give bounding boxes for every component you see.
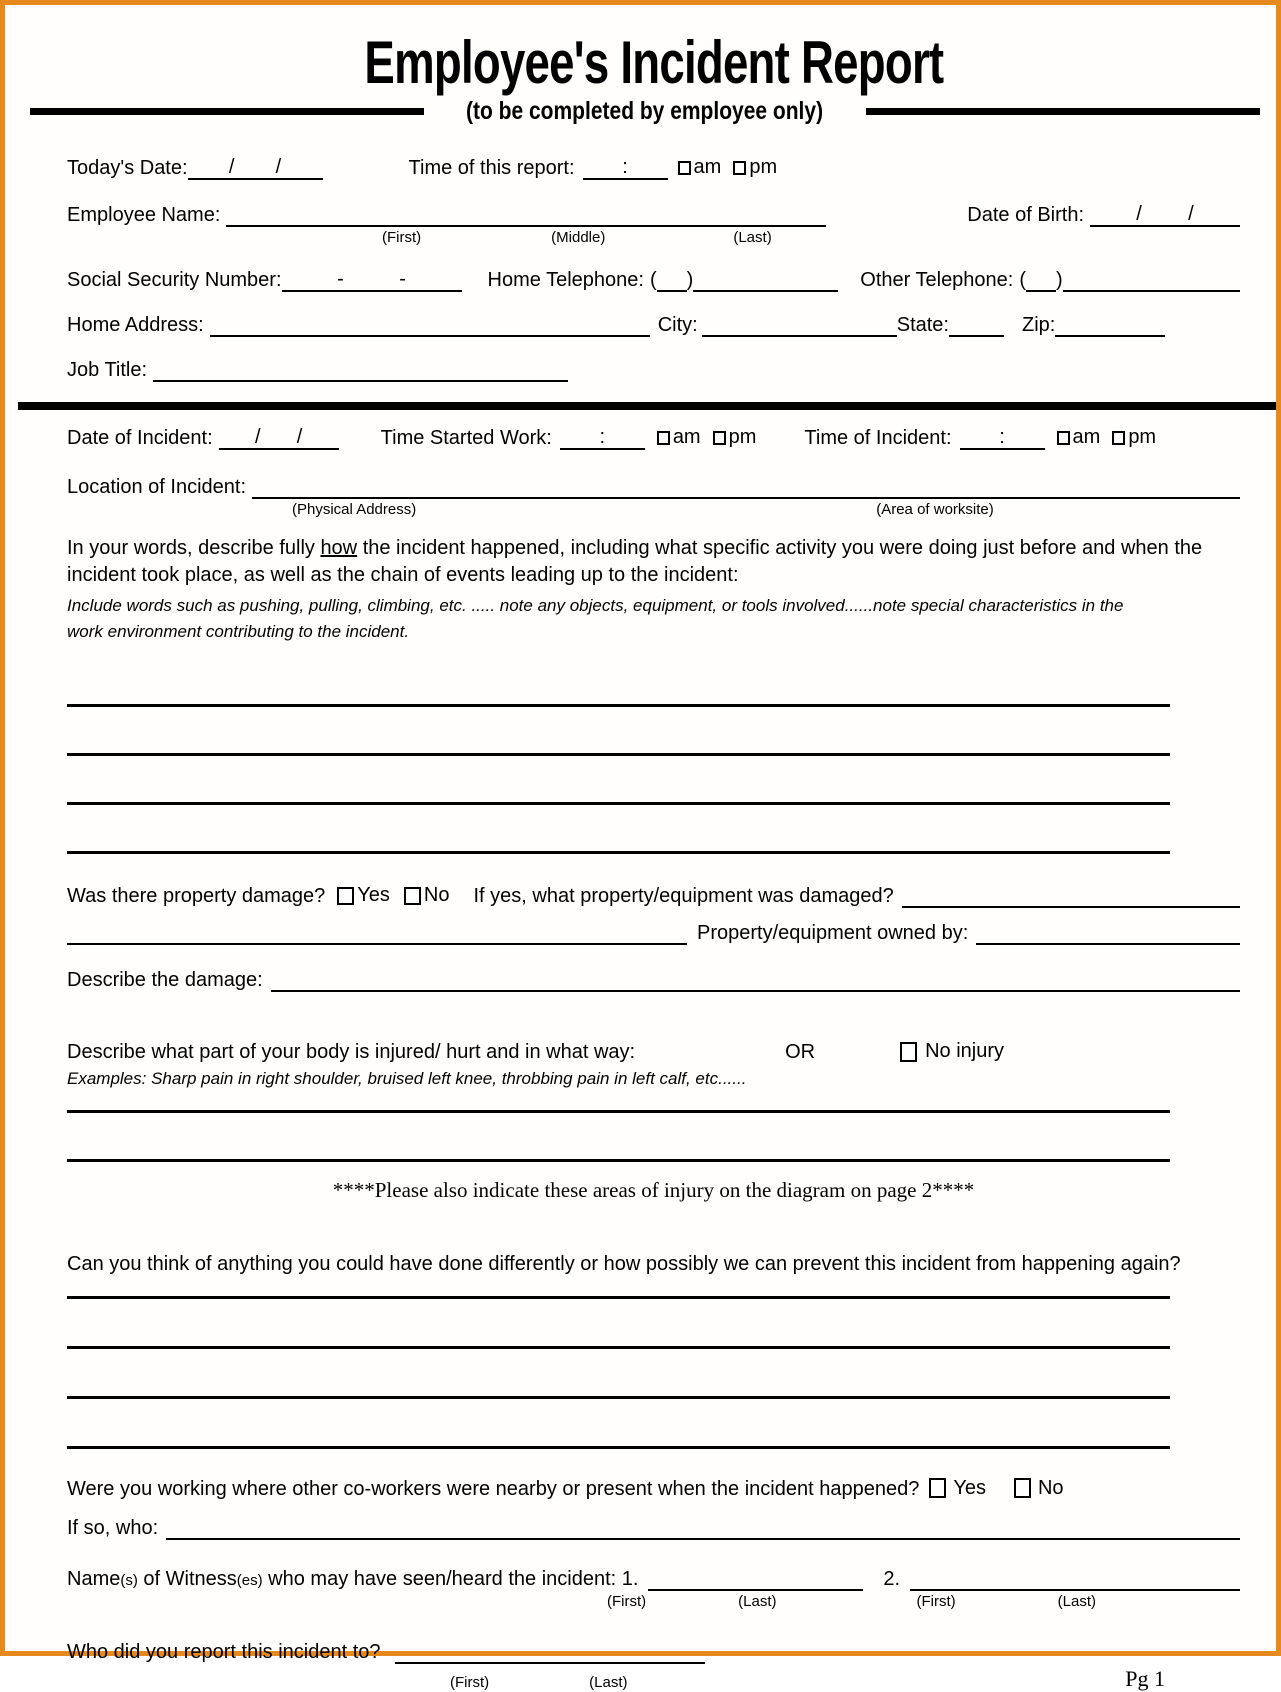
incident-description-line-2[interactable] [67,753,1170,756]
time-of-incident-pm-label: pm [1128,426,1157,448]
dob-label: Date of Birth: [967,204,1084,226]
time-started-am-label: am [672,426,701,448]
witness-1-input[interactable] [648,1569,863,1591]
employee-name-label: Employee Name: [67,204,221,226]
prevention-answer-line-1[interactable] [67,1296,1170,1299]
other-phone-open-paren: ( [1019,269,1027,291]
city-label: City: [657,314,698,336]
prevention-answer-line-4[interactable] [67,1446,1170,1449]
location-input[interactable] [252,477,1240,499]
todays-date-label: Today's Date: [67,157,188,179]
time-started-am-checkbox[interactable] [657,431,670,445]
other-phone-close-paren: ) [1056,269,1063,291]
job-title-label: Job Title: [67,359,148,381]
prevention-question: Can you think of anything you could have done differently or how possibly we can prevent this incident from happening again? [67,1252,1181,1275]
injury-description-line-1[interactable] [67,1110,1170,1113]
zip-input[interactable] [1055,315,1165,337]
job-title-input[interactable] [153,360,568,382]
dob-input[interactable]: / / [1090,205,1240,227]
report-to-first-sublabel: (First) [450,1673,490,1691]
describe-damage-label: Describe the damage: [67,969,263,991]
no-injury-checkbox[interactable] [900,1042,917,1062]
coworkers-yes-label: Yes [953,1476,986,1499]
describe-prompt-how: how [320,537,358,559]
report-pm-label: pm [749,156,778,178]
area-of-worksite-sublabel: (Area of worksite) [876,501,994,518]
or-label: OR [785,1041,816,1063]
incident-description-line-3[interactable] [67,802,1170,805]
report-to-question: Who did you report this incident to? [67,1640,381,1663]
home-address-input[interactable] [210,315,650,337]
time-started-pm-label: pm [728,426,757,448]
diagram-note: ****Please also indicate these areas of injury on the diagram on page 2**** [332,1177,975,1202]
home-phone-label: Home Telephone: [487,269,644,291]
subtitle-rule-right [866,108,1260,115]
owned-by-label: Property/equipment owned by: [697,922,969,944]
time-of-incident-am-checkbox[interactable] [1057,431,1070,445]
time-of-incident-label: Time of Incident: [804,427,952,449]
report-pm-checkbox[interactable] [733,161,746,175]
if-yes-damaged-label: If yes, what property/equipment was damaged? [473,885,894,907]
witness-1-last-sublabel: (Last) [738,1592,777,1610]
coworkers-question: Were you working where other co-workers were nearby or present when the incident happened? [67,1477,920,1500]
ssn-input[interactable]: - - [282,270,462,292]
zip-label: Zip: [1022,314,1056,336]
section-divider-bar [18,402,1276,410]
report-am-label: am [693,156,722,178]
report-to-input[interactable] [395,1642,705,1664]
time-of-incident-am-label: am [1072,426,1101,448]
subtitle-rule-left [30,108,424,115]
city-input[interactable] [702,315,897,337]
page-title-text: Employee's Incident Report [364,29,943,96]
home-phone-area-input[interactable] [657,270,687,292]
prevention-answer-line-3[interactable] [67,1396,1170,1399]
coworkers-yes-checkbox[interactable] [929,1478,946,1498]
property-damage-no-label: No [423,884,450,906]
time-of-report-input[interactable]: : [583,158,668,180]
body-injury-label: Describe what part of your body is injured/ hurt and in what way: [67,1041,636,1063]
todays-date-input[interactable]: / / [188,158,323,180]
time-started-pm-checkbox[interactable] [713,431,726,445]
witness-2-last-sublabel: (Last) [1057,1592,1096,1610]
witness-1-first-sublabel: (First) [607,1592,647,1610]
property-damage-yes-checkbox[interactable] [337,887,354,905]
time-started-label: Time Started Work: [380,427,552,449]
state-label: State: [896,314,949,336]
if-so-who-label: If so, who: [67,1516,159,1539]
location-label: Location of Incident: [67,476,247,498]
date-of-incident-input[interactable]: / / [219,428,339,450]
witness-2-input[interactable] [910,1569,1240,1591]
witness-2-first-sublabel: (First) [916,1592,956,1610]
time-of-report-label: Time of this report: [408,157,575,179]
page-number: Pg 1 [1125,1665,1165,1691]
incident-description-line-4[interactable] [67,851,1170,854]
describe-incident-hint: Include words such as pushing, pulling, climbing, etc. ..... note any objects, equipment, or tools involved......note special characteristics in the work environment contributing to the incident. [67,596,1124,641]
incident-description-line-1[interactable] [67,704,1170,707]
subtitle-rule [30,97,1260,126]
property-damage-question: Was there property damage? [67,885,326,907]
no-injury-label: No injury [925,1040,1004,1062]
witness-names-label: Name(s) of Witness(es) who may have seen/heard the incident: 1. [67,1567,639,1590]
coworker-names-input[interactable] [166,1518,1240,1540]
report-am-checkbox[interactable] [678,161,691,175]
damage-description-input[interactable] [271,970,1240,992]
coworkers-no-label: No [1037,1476,1064,1499]
other-phone-input[interactable] [1063,270,1240,292]
time-of-incident-input[interactable]: : [960,428,1045,450]
injury-examples-hint: Examples: Sharp pain in right shoulder, bruised left knee, throbbing pain in left calf, etc...... [67,1069,747,1088]
damaged-property-input-continued[interactable] [67,923,687,945]
state-input[interactable] [949,315,1004,337]
coworkers-no-checkbox[interactable] [1014,1478,1031,1498]
employee-name-input[interactable] [226,205,826,227]
date-of-incident-label: Date of Incident: [67,427,213,449]
property-damage-yes-label: Yes [357,884,390,906]
home-address-label: Home Address: [67,314,204,336]
witness-2-number-label: 2. [883,1567,901,1590]
home-phone-open-paren: ( [649,269,657,291]
name-last-sublabel: (Last) [733,229,772,246]
other-phone-label: Other Telephone: [860,269,1014,291]
name-middle-sublabel: (Middle) [551,229,606,246]
damaged-property-input[interactable] [902,886,1240,908]
page-subtitle: (to be completed by employee only) [466,97,824,125]
other-phone-area-input[interactable] [1026,270,1056,292]
home-phone-input[interactable] [693,270,838,292]
physical-address-sublabel: (Physical Address) [292,501,417,518]
time-of-incident-pm-checkbox[interactable] [1112,431,1125,445]
report-to-last-sublabel: (Last) [589,1673,628,1691]
time-started-input[interactable]: : [560,428,645,450]
property-damage-no-checkbox[interactable] [404,887,421,905]
property-owner-input[interactable] [976,923,1240,945]
prevention-answer-line-2[interactable] [67,1346,1170,1349]
name-first-sublabel: (First) [382,229,422,246]
home-phone-close-paren: ) [686,269,694,291]
page-title [67,29,1240,96]
injury-description-line-2[interactable] [67,1159,1170,1162]
ssn-label: Social Security Number: [67,269,282,291]
describe-incident-prompt: In your words, describe fully how the incident happened, including what specific activity you were doing just before and when the incident took place, as well as the chain of events leading up to the incident: [67,537,1203,586]
